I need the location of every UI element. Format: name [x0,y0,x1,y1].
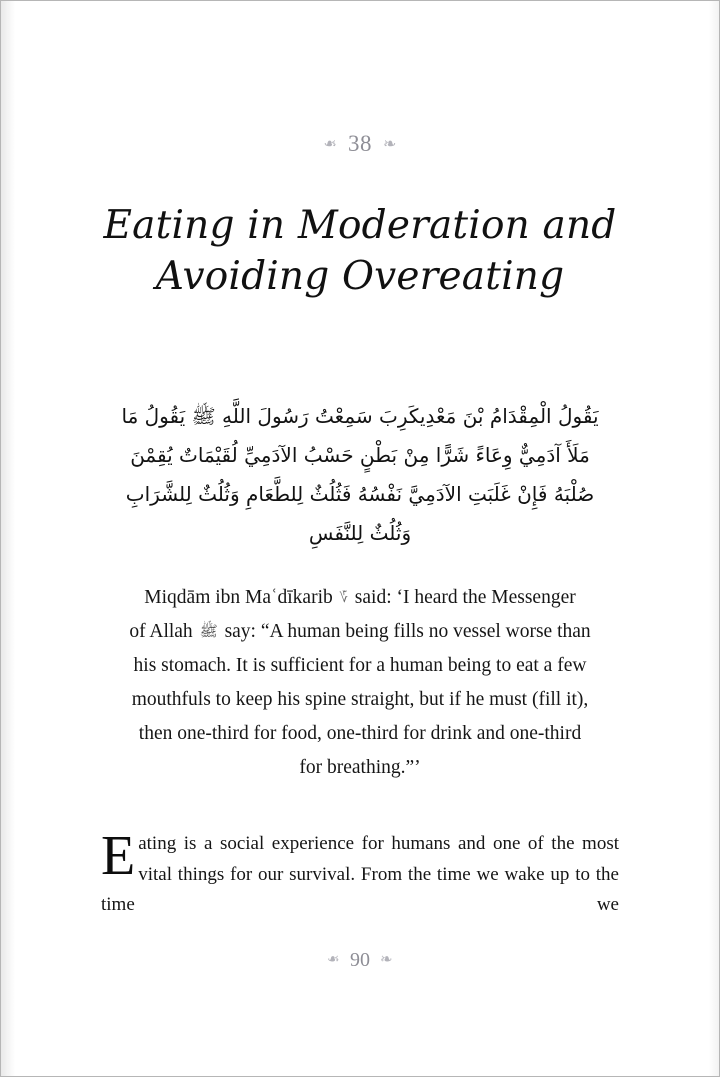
running-head [101,1,619,155]
chapter-number: 38 [348,131,372,156]
body-paragraph-text: ating is a social experience for humans and one of the most vital things for our survival. From the time we wake up to the time we [101,832,619,916]
radiyallahu-anhu-icon: ؆ [339,591,348,607]
flourish-ornament-left-icon: ❧ [323,136,337,153]
chapter-title [101,201,619,302]
translation-line-2-part-b: say: “A human being fills no vessel worse than [224,621,591,643]
folio-flourish-left-icon: ❧ [327,952,340,968]
translation-line-2-part-a: of Allah [129,621,193,643]
folio-flourish-right-icon: ❧ [380,952,393,968]
translation-line-5: then one-third for food, one-third for drink and one-third [138,723,582,745]
chapter-title-line-1: Eating in Moderation and [103,203,617,248]
page-content [1,1,719,1076]
arabic-line-1: يَقُولُ الْمِقْدَامُ بْنَ مَعْدِيكَرِبَ سَمِعْتُ رَسُولَ اللَّهِ ﷺ يَقُولُ مَا [121,404,599,429]
translation-line-1-part-b: said: ‘I heard the Messenger [354,587,576,609]
drop-cap: E [101,824,136,887]
hadith-translation [101,581,619,785]
translation-line-1-part-a: Miqdām ibn Maʿdīkarib [144,587,333,609]
salawat-icon: ﷺ [199,622,218,641]
page-number: 90 [350,949,370,971]
arabic-line-4: وَثُلُثٌ لِلنَّفَسِ [308,521,412,546]
translation-line-2 [101,615,619,649]
translation-line-3: his stomach. It is sufficient for a human being to eat a few [133,655,587,677]
body-paragraph [101,824,619,921]
flourish-ornament-right-icon: ❧ [383,136,397,153]
arabic-line-3: صُلْبَهُ فَإِنْ غَلَبَتِ الآدَمِيَّ نَفْسُهُ فَثُلُثٌ لِلطَّعَامِ وَثُلُثٌ لِلشَّرَابِ [125,482,595,507]
translation-line-1 [101,581,619,615]
translation-line-4: mouthfuls to keep his spine straight, but if he must (fill it), [131,689,589,711]
chapter-title-line-2: Avoiding Overeating [155,253,565,299]
arabic-line-2: مَلَأَ آدَمِيٌّ وِعَاءً شَرًّا مِنْ بَطْنٍ حَسْبُ الآدَمِيِّ لُقَيْمَاتٌ يُقِمْنَ [130,443,590,468]
translation-line-6: for breathing.”’ [299,756,421,778]
arabic-hadith-block [101,397,619,553]
